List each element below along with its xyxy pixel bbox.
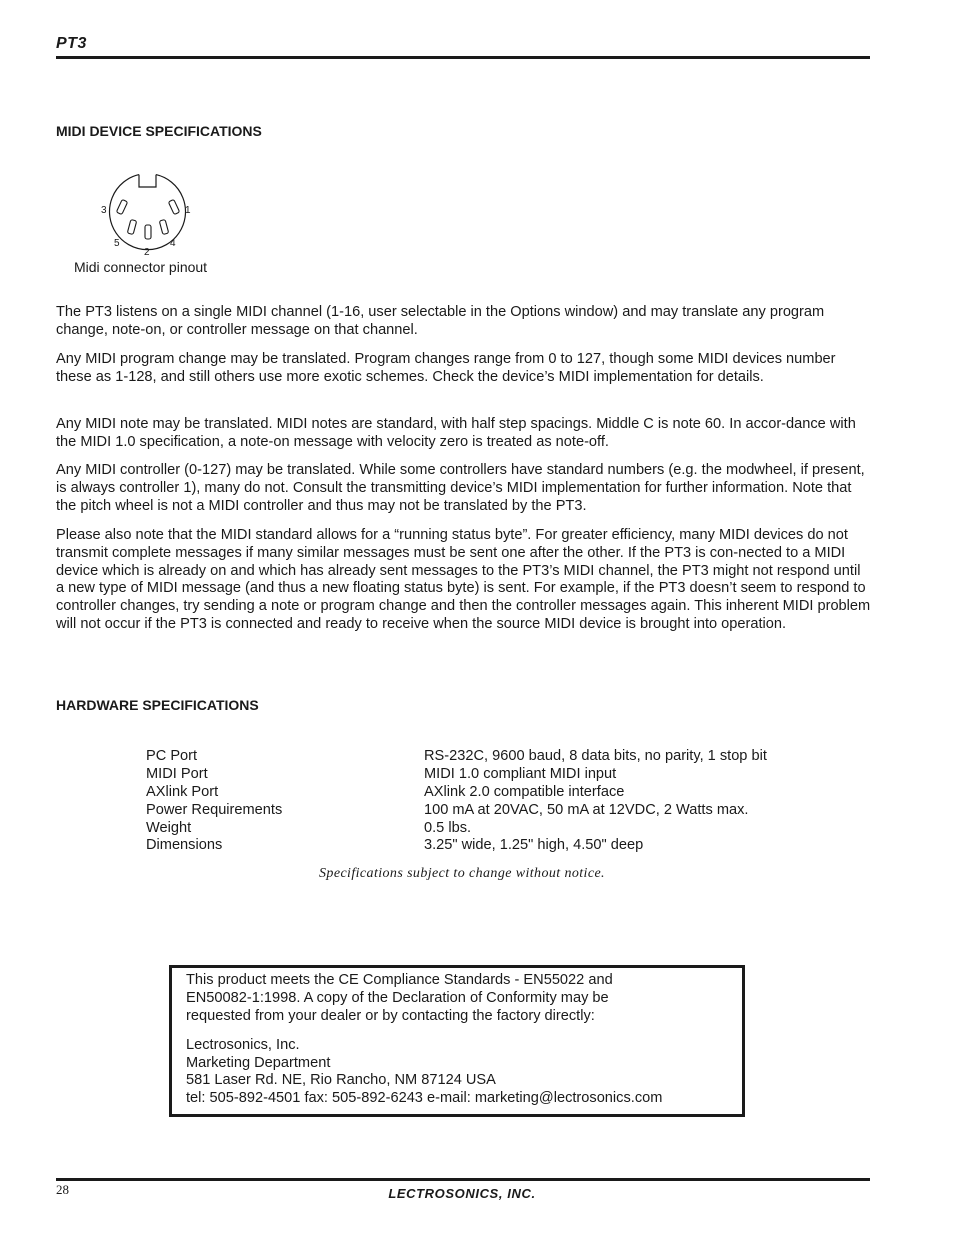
pin-label-3: 3 [101, 205, 107, 216]
pinout-caption: Midi connector pinout [74, 259, 208, 275]
pin-1 [168, 199, 179, 214]
pin-5 [127, 219, 136, 234]
midi-paragraph: Please also note that the MIDI standard allows for a “running status byte”. For greater efficiency, many MIDI devices do not transmit complete messages if many similar messages must be sent one after the other. If the PT3 is con-nected to a MIDI device which is already on and which has already sent messages to the PT3’s MIDI channel, the PT3 might not respond until a new type of MIDI message (and thus a new floating status byte) is sent. For example, if the PT3 doesn’t seem to respond to controller changes, try sending a note or program change and then the controller messages again. This inherent MIDI problem will not occur if the PT3 is connected and ready to receive when the source MIDI device is brought into operation. [56, 527, 871, 632]
midi-paragraph: Any MIDI controller (0-127) may be translated. While some controllers have standard numbers (e.g. the modwheel, if present, is always controller 1), many do not. Consult the transmitting device’s MIDI implementation for further information. Note that the pitch wheel is not a MIDI controller and thus may not be translated by the PT3. [56, 462, 865, 514]
pin-label-5: 5 [114, 238, 120, 249]
pin-label-4: 4 [170, 238, 176, 249]
footer-brand: LECTROSONICS, INC. [388, 1186, 536, 1201]
spec-label: Weight [146, 820, 192, 836]
spec-value: 3.25" wide, 1.25" high, 4.50" deep [424, 837, 644, 853]
spec-label: Dimensions [146, 837, 223, 853]
pin-label-1: 1 [185, 205, 191, 216]
ce-text-line: requested from your dealer or by contacting the factory directly: [186, 1008, 595, 1024]
ce-text-line: This product meets the CE Compliance Standards - EN55022 and [186, 972, 613, 988]
spec-value: 100 mA at 20VAC, 50 mA at 12VDC, 2 Watts max. [424, 802, 749, 818]
pin-2 [145, 225, 151, 239]
spec-label: Power Requirements [146, 802, 283, 818]
ce-text-line: EN50082-1:1998. A copy of the Declaration of Conformity may be [186, 990, 609, 1006]
specifications-note: Specifications subject to change without notice. [319, 866, 605, 881]
spec-label: MIDI Port [146, 766, 208, 782]
footer-rule [56, 1178, 870, 1181]
pin-4 [159, 219, 168, 234]
spec-label: PC Port [146, 748, 198, 764]
ce-address-line: Marketing Department [186, 1055, 331, 1071]
midi-paragraph: The PT3 listens on a single MIDI channel (1-16, user selectable in the Options window) and may translate any program change, note-on, or controller message on that channel. [56, 304, 825, 338]
midi-paragraph: Any MIDI note may be translated. MIDI notes are standard, with half step spacings. Middle C is note 60. In accor-dance with the MIDI 1.0 specification, a note-on message with velocity zero is treated as note-off. [56, 416, 856, 450]
ce-address-line: Lectrosonics, Inc. [186, 1037, 300, 1053]
midi-paragraph: Any MIDI program change may be translated. Program changes range from 0 to 127, though some MIDI devices number these as 1-128, and still others use more exotic schemes. Check the device’s MIDI implementation for details. [56, 351, 836, 385]
midi-connector-pinout-diagram [98, 170, 198, 262]
spec-value: RS-232C, 9600 baud, 8 data bits, no parity, 1 stop bit [424, 748, 767, 764]
connector-notch [139, 175, 156, 187]
spec-value: AXlink 2.0 compatible interface [424, 784, 625, 800]
page-header-title: PT3 [56, 35, 87, 52]
ce-contact-line: tel: 505-892-4501 fax: 505-892-6243 e-mail: marketing@lectrosonics.com [186, 1090, 663, 1106]
midi-section-heading: MIDI DEVICE SPECIFICATIONS [56, 123, 262, 139]
pin-3 [116, 199, 127, 214]
ce-address-line: 581 Laser Rd. NE, Rio Rancho, NM 87124 USA [186, 1072, 496, 1088]
page-number: 28 [56, 1182, 69, 1197]
spec-label: AXlink Port [146, 784, 219, 800]
pin-label-2: 2 [144, 247, 150, 258]
spec-value: 0.5 lbs. [424, 820, 472, 836]
header-rule [56, 56, 870, 59]
spec-value: MIDI 1.0 compliant MIDI input [424, 766, 617, 782]
hardware-section-heading: HARDWARE SPECIFICATIONS [56, 697, 259, 713]
